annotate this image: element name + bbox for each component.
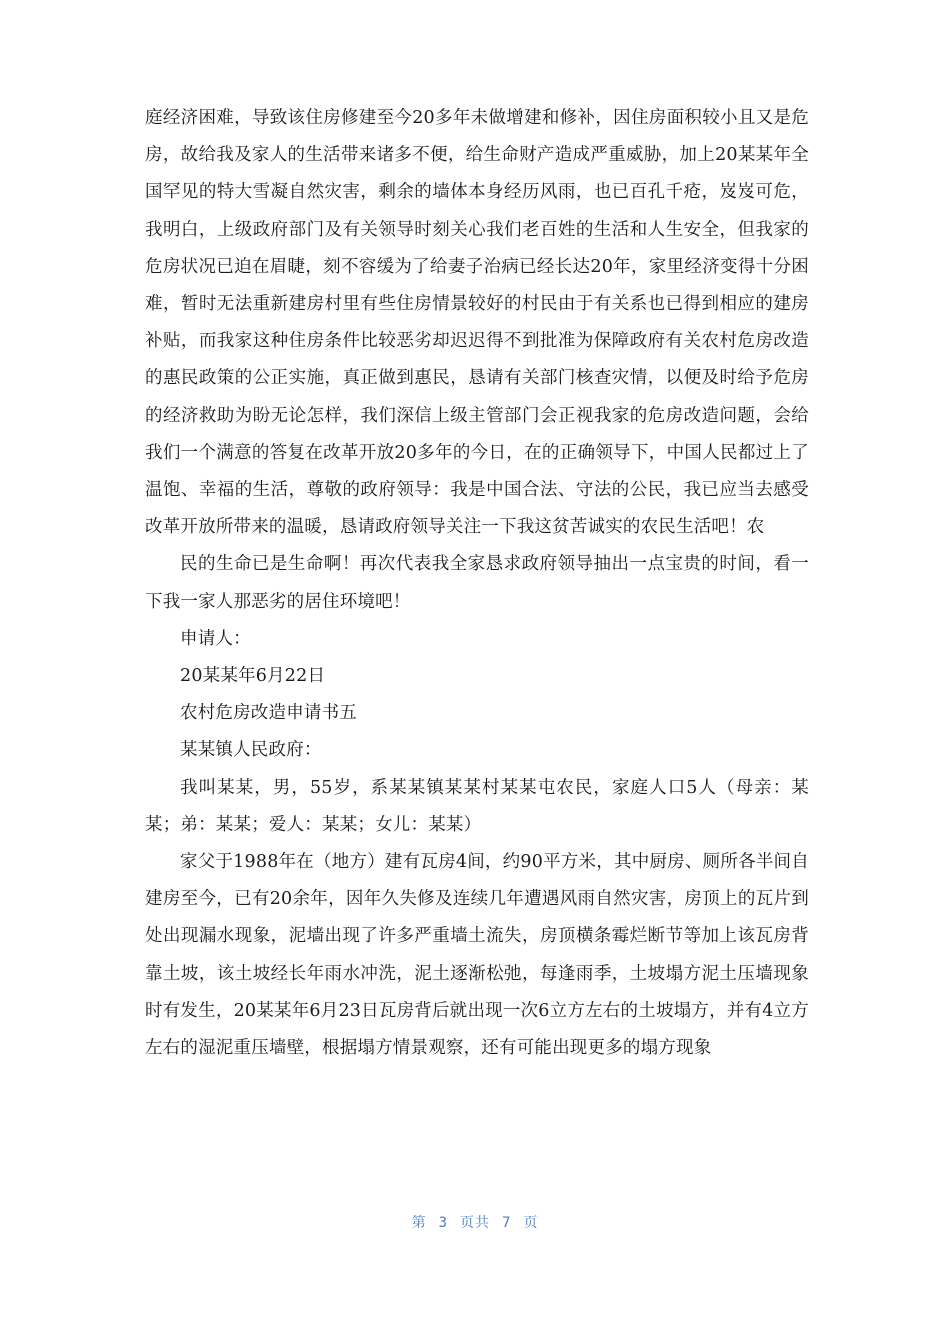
footer-current-page: 3 <box>438 1215 448 1231</box>
recipient-salutation: 某某镇人民政府： <box>180 740 322 761</box>
footer-label-of: 页共 <box>460 1215 490 1231</box>
page-footer <box>0 1212 950 1232</box>
application-date: 20某某年6月22日 <box>180 666 326 687</box>
paragraph-1: 庭经济困难，导致该住房修建至今20多年未做增建和修补，因住房面积较小且又是危房，故给我及家人的生活带来诸多不便，给生命财产造成严重威胁，加上20某某年全国罕见的特大雪凝自然灾害，剩余的墙体本身经历风雨，也已百孔千疮，岌岌可危，我明白，上级政府部门及有关领导时刻关心我们老百姓的生活和人生安全，但我家的危房状况已迫在眉睫，刻不容缓为了给妻子治病已经长达20年，家里经济变得十分困难，暂时无法重新建房村里有些住房情景较好的村民由于有关系也已得到相应的建房补贴，而我家这种住房条件比较恶劣却迟迟得不到批准为保障政府有关农村危房改造的惠民政策的公正实施，真正做到惠民，恳请有关部门核查灾情，以便及时给予危房的经济救助为盼无论怎样，我们深信上级主管部门会正视我家的危房改造问题，会给我们一个满意的答复在改革开放20多年的今日，在的正确领导下，中国人民都过上了温饱、幸福的生活，尊敬的政府领导：我是中国合法、守法的公民，我已应当去感受改革开放所带来的温暖，恳请政府领导关注一下我这贫苦诚实的农民生活吧！农 <box>145 108 809 538</box>
footer-label-page-end: 页 <box>523 1215 539 1231</box>
applicant-label: 申请人： <box>180 628 251 649</box>
paragraph-2: 民的生命已是生命啊！再次代表我全家恳求政府领导抽出一点宝贵的时间，看一下我一家人那恶劣的居住环境吧！ <box>145 554 809 612</box>
paragraph-applicant-info: 我叫某某，男，55岁，系某某镇某某村某某屯农民，家庭人口5人（母亲：某某；弟：某某；爱人：某某；女儿：某某） <box>145 777 809 835</box>
document-body <box>145 100 809 1067</box>
paragraph-house-condition: 家父于1988年在（地方）建有瓦房4间，约90平方米，其中厨房、厕所各半间自建房至今，已有20余年，因年久失修及连续几年遭遇风雨自然灾害，房顶上的瓦片到处出现漏水现象，泥墙出现了许多严重墙土流失，房顶横条霉烂断节等加上该瓦房背靠土坡，该土坡经长年雨水冲洗，泥土逐渐松弛，每逢雨季，土坡塌方泥土压墙现象时有发生，20某某年6月23日瓦房背后就出现一次6立方左右的土坡塌方，并有4立方左右的湿泥重压墙壁，根据塌方情景观察，还有可能出现更多的塌方现象 <box>145 852 809 1059</box>
section-title: 农村危房改造申请书五 <box>180 703 357 724</box>
footer-label-page: 第 <box>411 1215 427 1231</box>
footer-total-pages: 7 <box>502 1215 512 1231</box>
